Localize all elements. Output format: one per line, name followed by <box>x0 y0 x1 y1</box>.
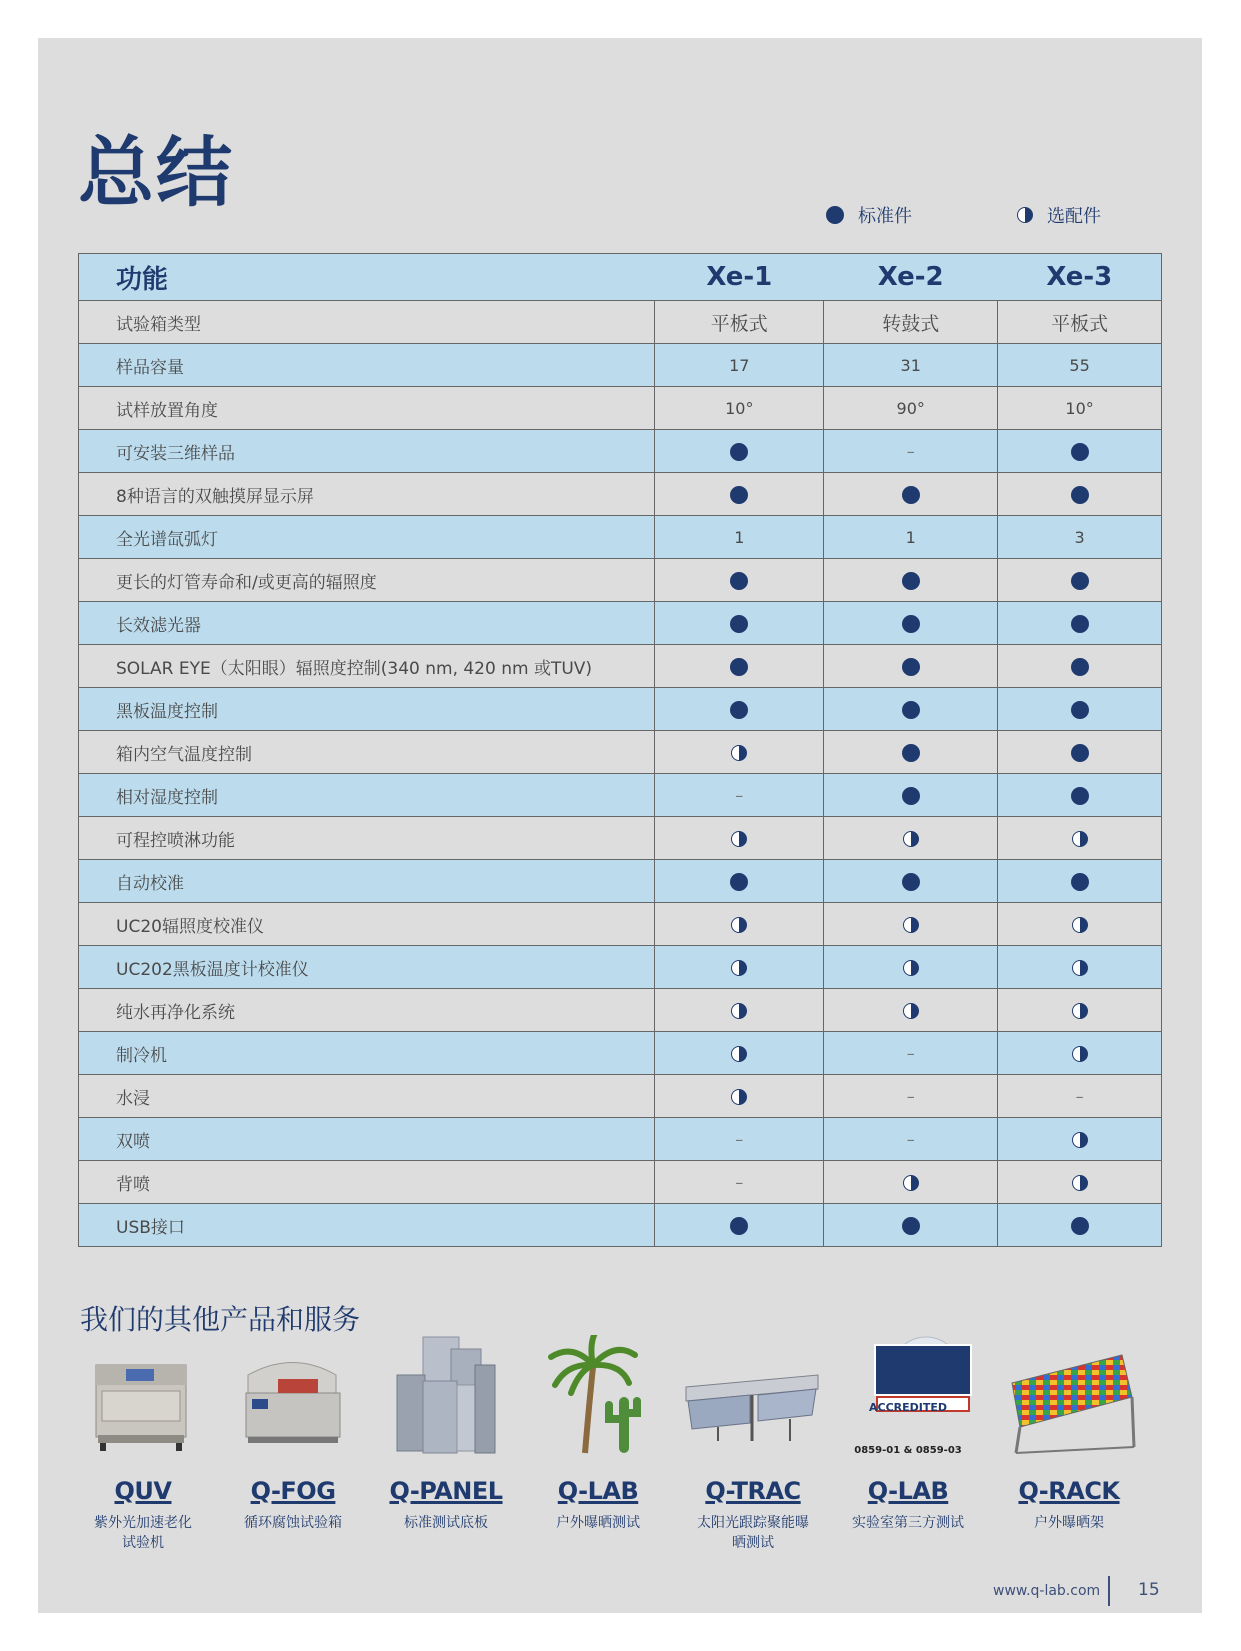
table-row <box>79 688 1162 731</box>
filled-circle-icon <box>826 206 844 224</box>
legend-optional <box>1017 202 1101 228</box>
table-row <box>79 516 1162 559</box>
standard-dot-icon <box>902 572 920 590</box>
table-row <box>79 473 1162 516</box>
standard-dot-icon <box>902 486 920 504</box>
cell-xe-1 <box>655 559 824 602</box>
product-desc-line: 晒测试 <box>732 1535 774 1551</box>
row-label: 双喷 <box>79 1118 655 1161</box>
standard-dot-icon <box>1071 787 1089 805</box>
product-desc-line: 循环腐蚀试验箱 <box>244 1515 342 1531</box>
row-label: 背喷 <box>79 1161 655 1204</box>
accreditation-seal-icon <box>833 1335 983 1465</box>
cell-xe-3 <box>998 1075 1162 1118</box>
standard-dot-icon <box>1071 658 1089 676</box>
cell-xe-2 <box>824 989 998 1032</box>
cell-xe-3 <box>998 1032 1162 1075</box>
cell-xe-3 <box>998 774 1162 817</box>
product-desc-line: 太阳光跟踪聚能曝 <box>697 1515 809 1531</box>
table-row <box>79 559 1162 602</box>
cell-xe-2 <box>824 1204 998 1247</box>
table-row <box>79 602 1162 645</box>
cell-xe-1 <box>655 1161 824 1204</box>
cell-xe-1 <box>655 903 824 946</box>
cell-xe-1: 平板式 <box>655 301 824 344</box>
row-label: 可程控喷淋功能 <box>79 817 655 860</box>
cell-xe-1 <box>655 1204 824 1247</box>
row-label: UC202黑板温度计校准仪 <box>79 946 655 989</box>
cell-xe-3: 10° <box>998 387 1162 430</box>
palm-cactus-icon <box>523 1335 673 1465</box>
standard-dot-icon <box>730 1217 748 1235</box>
standard-dot-icon <box>1071 701 1089 719</box>
row-label: USB接口 <box>79 1204 655 1247</box>
cell-xe-2: 转鼓式 <box>824 301 998 344</box>
salt-fog-chamber-icon <box>218 1335 368 1465</box>
row-label: 可安装三维样品 <box>79 430 655 473</box>
table-row <box>79 1118 1162 1161</box>
cell-xe-1 <box>655 473 824 516</box>
product-desc-line: 紫外光加速老化 <box>94 1515 192 1531</box>
table-row <box>79 817 1162 860</box>
optional-half-circle-icon <box>1072 1003 1088 1019</box>
product-desc-line: 试验机 <box>122 1535 164 1551</box>
footer-url[interactable]: www.q-lab.com <box>993 1583 1101 1599</box>
table-row <box>79 1075 1162 1118</box>
cell-xe-3 <box>998 473 1162 516</box>
exposure-rack-icon <box>994 1335 1144 1465</box>
product-brand: Q-FOG <box>250 1477 336 1505</box>
cell-xe-1 <box>655 430 824 473</box>
standard-dot-icon <box>730 615 748 633</box>
cell-xe-3: 55 <box>998 344 1162 387</box>
optional-half-circle-icon <box>731 1046 747 1062</box>
row-label: 8种语言的双触摸屏显示屏 <box>79 473 655 516</box>
product-desc-line: 实验室第三方测试 <box>852 1515 964 1531</box>
row-label: 黑板温度控制 <box>79 688 655 731</box>
product-brand: Q-PANEL <box>389 1477 503 1505</box>
row-label: SOLAR EYE（太阳眼）辐照度控制(340 nm, 420 nm 或TUV) <box>79 645 655 688</box>
half-circle-icon <box>1017 207 1033 223</box>
optional-half-circle-icon <box>1072 1132 1088 1148</box>
cell-xe-2 <box>824 1118 998 1161</box>
cell-xe-1 <box>655 774 824 817</box>
optional-half-circle-icon <box>731 1089 747 1105</box>
table-header-row <box>79 254 1162 301</box>
not-available-dash: – <box>906 441 915 461</box>
page-title: 总结 <box>78 128 234 217</box>
cell-xe-2 <box>824 1161 998 1204</box>
feature-comparison-table <box>78 253 1162 1247</box>
cell-xe-1: 10° <box>655 387 824 430</box>
cell-xe-3 <box>998 559 1162 602</box>
standard-dot-icon <box>902 787 920 805</box>
cell-xe-1 <box>655 989 824 1032</box>
optional-half-circle-icon <box>731 917 747 933</box>
cell-xe-1 <box>655 1118 824 1161</box>
standard-dot-icon <box>902 744 920 762</box>
product-desc-line: 标准测试底板 <box>404 1515 488 1531</box>
standard-dot-icon <box>1071 1217 1089 1235</box>
accredited-badge-text: ACCREDITED <box>868 1401 947 1414</box>
test-panels-icon <box>371 1335 521 1465</box>
cell-xe-3 <box>998 645 1162 688</box>
cell-xe-2: 31 <box>824 344 998 387</box>
not-available-dash: – <box>906 1086 915 1106</box>
cell-xe-3 <box>998 1161 1162 1204</box>
standard-dot-icon <box>1071 486 1089 504</box>
product-brand: Q-TRAC <box>705 1477 801 1505</box>
cell-xe-2 <box>824 860 998 903</box>
cell-xe-2 <box>824 903 998 946</box>
row-label: 纯水再净化系统 <box>79 989 655 1032</box>
row-label: 样品容量 <box>79 344 655 387</box>
row-label: 相对湿度控制 <box>79 774 655 817</box>
table-row <box>79 645 1162 688</box>
cell-xe-1 <box>655 688 824 731</box>
cell-xe-3: 平板式 <box>998 301 1162 344</box>
cell-xe-2 <box>824 645 998 688</box>
cell-xe-1 <box>655 860 824 903</box>
standard-dot-icon <box>730 443 748 461</box>
row-label: 水浸 <box>79 1075 655 1118</box>
cell-xe-2 <box>824 559 998 602</box>
standard-dot-icon <box>902 615 920 633</box>
product-qfog[interactable] <box>218 1335 368 1533</box>
optional-half-circle-icon <box>1072 831 1088 847</box>
cell-xe-2 <box>824 1075 998 1118</box>
product-quv[interactable] <box>68 1335 218 1553</box>
cell-xe-2 <box>824 430 998 473</box>
standard-dot-icon <box>902 873 920 891</box>
cell-xe-3 <box>998 1204 1162 1247</box>
header-feature: 功能 <box>79 254 655 301</box>
cell-xe-1 <box>655 602 824 645</box>
not-available-dash: – <box>1075 1086 1084 1106</box>
optional-half-circle-icon <box>903 960 919 976</box>
standard-dot-icon <box>1071 572 1089 590</box>
optional-half-circle-icon <box>903 831 919 847</box>
optional-half-circle-icon <box>731 831 747 847</box>
product-brand: QUV <box>114 1477 172 1505</box>
table-row <box>79 1032 1162 1075</box>
not-available-dash: – <box>906 1129 915 1149</box>
table-row <box>79 946 1162 989</box>
cell-xe-3 <box>998 946 1162 989</box>
cell-xe-2 <box>824 774 998 817</box>
cell-xe-3 <box>998 989 1162 1032</box>
standard-dot-icon <box>730 701 748 719</box>
cell-xe-1 <box>655 645 824 688</box>
table-row <box>79 301 1162 344</box>
standard-dot-icon <box>902 701 920 719</box>
cell-xe-3 <box>998 860 1162 903</box>
row-label: UC20辐照度校准仪 <box>79 903 655 946</box>
cell-xe-3 <box>998 430 1162 473</box>
other-products-heading: 我们的其他产品和服务 <box>80 1303 361 1336</box>
optional-half-circle-icon <box>731 960 747 976</box>
table-row <box>79 344 1162 387</box>
table-row <box>79 1204 1162 1247</box>
cell-xe-3 <box>998 602 1162 645</box>
product-qlab-outdoor[interactable] <box>523 1335 673 1533</box>
header-model-xe1: Xe-1 <box>655 254 824 301</box>
solar-tracker-icon <box>678 1335 828 1465</box>
product-qrack[interactable] <box>994 1335 1144 1533</box>
cell-xe-2: 90° <box>824 387 998 430</box>
table-row <box>79 387 1162 430</box>
cell-xe-2: 1 <box>824 516 998 559</box>
not-available-dash: – <box>735 1129 744 1149</box>
table-row <box>79 774 1162 817</box>
standard-dot-icon <box>730 873 748 891</box>
cell-xe-3 <box>998 731 1162 774</box>
optional-half-circle-icon <box>1072 960 1088 976</box>
cell-xe-1 <box>655 1075 824 1118</box>
product-brand: Q-LAB <box>867 1477 949 1505</box>
row-label: 自动校准 <box>79 860 655 903</box>
cell-xe-1 <box>655 1032 824 1075</box>
standard-dot-icon <box>1071 443 1089 461</box>
product-desc-line: 户外曝晒测试 <box>556 1515 640 1531</box>
legend-standard-label: 标准件 <box>858 206 912 227</box>
not-available-dash: – <box>735 1172 744 1192</box>
legend-optional-label: 选配件 <box>1047 206 1101 227</box>
not-available-dash: – <box>906 1043 915 1063</box>
cell-xe-3 <box>998 903 1162 946</box>
accreditation-code: 0859-01 & 0859-03 <box>854 1445 962 1456</box>
cell-xe-2 <box>824 946 998 989</box>
cell-xe-1: 1 <box>655 516 824 559</box>
products-strip <box>68 1335 1168 1555</box>
table-body <box>79 301 1162 1247</box>
optional-half-circle-icon <box>1072 1046 1088 1062</box>
cell-xe-2 <box>824 1032 998 1075</box>
product-qlab-accredited[interactable] <box>833 1335 983 1533</box>
cell-xe-3 <box>998 817 1162 860</box>
row-label: 箱内空气温度控制 <box>79 731 655 774</box>
optional-half-circle-icon <box>731 745 747 761</box>
legend-standard <box>826 202 912 228</box>
product-brand: Q-RACK <box>1018 1477 1120 1505</box>
row-label: 全光谱氙弧灯 <box>79 516 655 559</box>
row-label: 制冷机 <box>79 1032 655 1075</box>
uv-tester-icon <box>68 1335 218 1465</box>
header-model-xe3: Xe-3 <box>998 254 1162 301</box>
header-model-xe2: Xe-2 <box>824 254 998 301</box>
table-row <box>79 430 1162 473</box>
cell-xe-3: 3 <box>998 516 1162 559</box>
standard-dot-icon <box>1071 615 1089 633</box>
cell-xe-2 <box>824 688 998 731</box>
page-number: 15 <box>1138 1580 1160 1600</box>
standard-dot-icon <box>1071 873 1089 891</box>
standard-dot-icon <box>730 572 748 590</box>
cell-xe-2 <box>824 473 998 516</box>
product-brand: Q-LAB <box>557 1477 639 1505</box>
cell-xe-2 <box>824 817 998 860</box>
cell-xe-3 <box>998 1118 1162 1161</box>
standard-dot-icon <box>730 658 748 676</box>
optional-half-circle-icon <box>903 1175 919 1191</box>
product-qpanel[interactable] <box>371 1335 521 1533</box>
optional-half-circle-icon <box>903 917 919 933</box>
table-row <box>79 1161 1162 1204</box>
footer-divider <box>1108 1576 1110 1606</box>
cell-xe-1 <box>655 731 824 774</box>
table-row <box>79 731 1162 774</box>
cell-xe-1 <box>655 817 824 860</box>
standard-dot-icon <box>902 1217 920 1235</box>
product-qtrac[interactable] <box>678 1335 828 1553</box>
optional-half-circle-icon <box>1072 1175 1088 1191</box>
table-row <box>79 989 1162 1032</box>
optional-half-circle-icon <box>903 1003 919 1019</box>
standard-dot-icon <box>730 486 748 504</box>
not-available-dash: – <box>735 785 744 805</box>
optional-half-circle-icon <box>731 1003 747 1019</box>
table-row <box>79 903 1162 946</box>
standard-dot-icon <box>1071 744 1089 762</box>
cell-xe-1: 17 <box>655 344 824 387</box>
table-row <box>79 860 1162 903</box>
cell-xe-2 <box>824 731 998 774</box>
cell-xe-2 <box>824 602 998 645</box>
row-label: 试验箱类型 <box>79 301 655 344</box>
standard-dot-icon <box>902 658 920 676</box>
cell-xe-1 <box>655 946 824 989</box>
cell-xe-3 <box>998 688 1162 731</box>
row-label: 长效滤光器 <box>79 602 655 645</box>
optional-half-circle-icon <box>1072 917 1088 933</box>
product-desc-line: 户外曝晒架 <box>1034 1515 1104 1531</box>
row-label: 试样放置角度 <box>79 387 655 430</box>
row-label: 更长的灯管寿命和/或更高的辐照度 <box>79 559 655 602</box>
